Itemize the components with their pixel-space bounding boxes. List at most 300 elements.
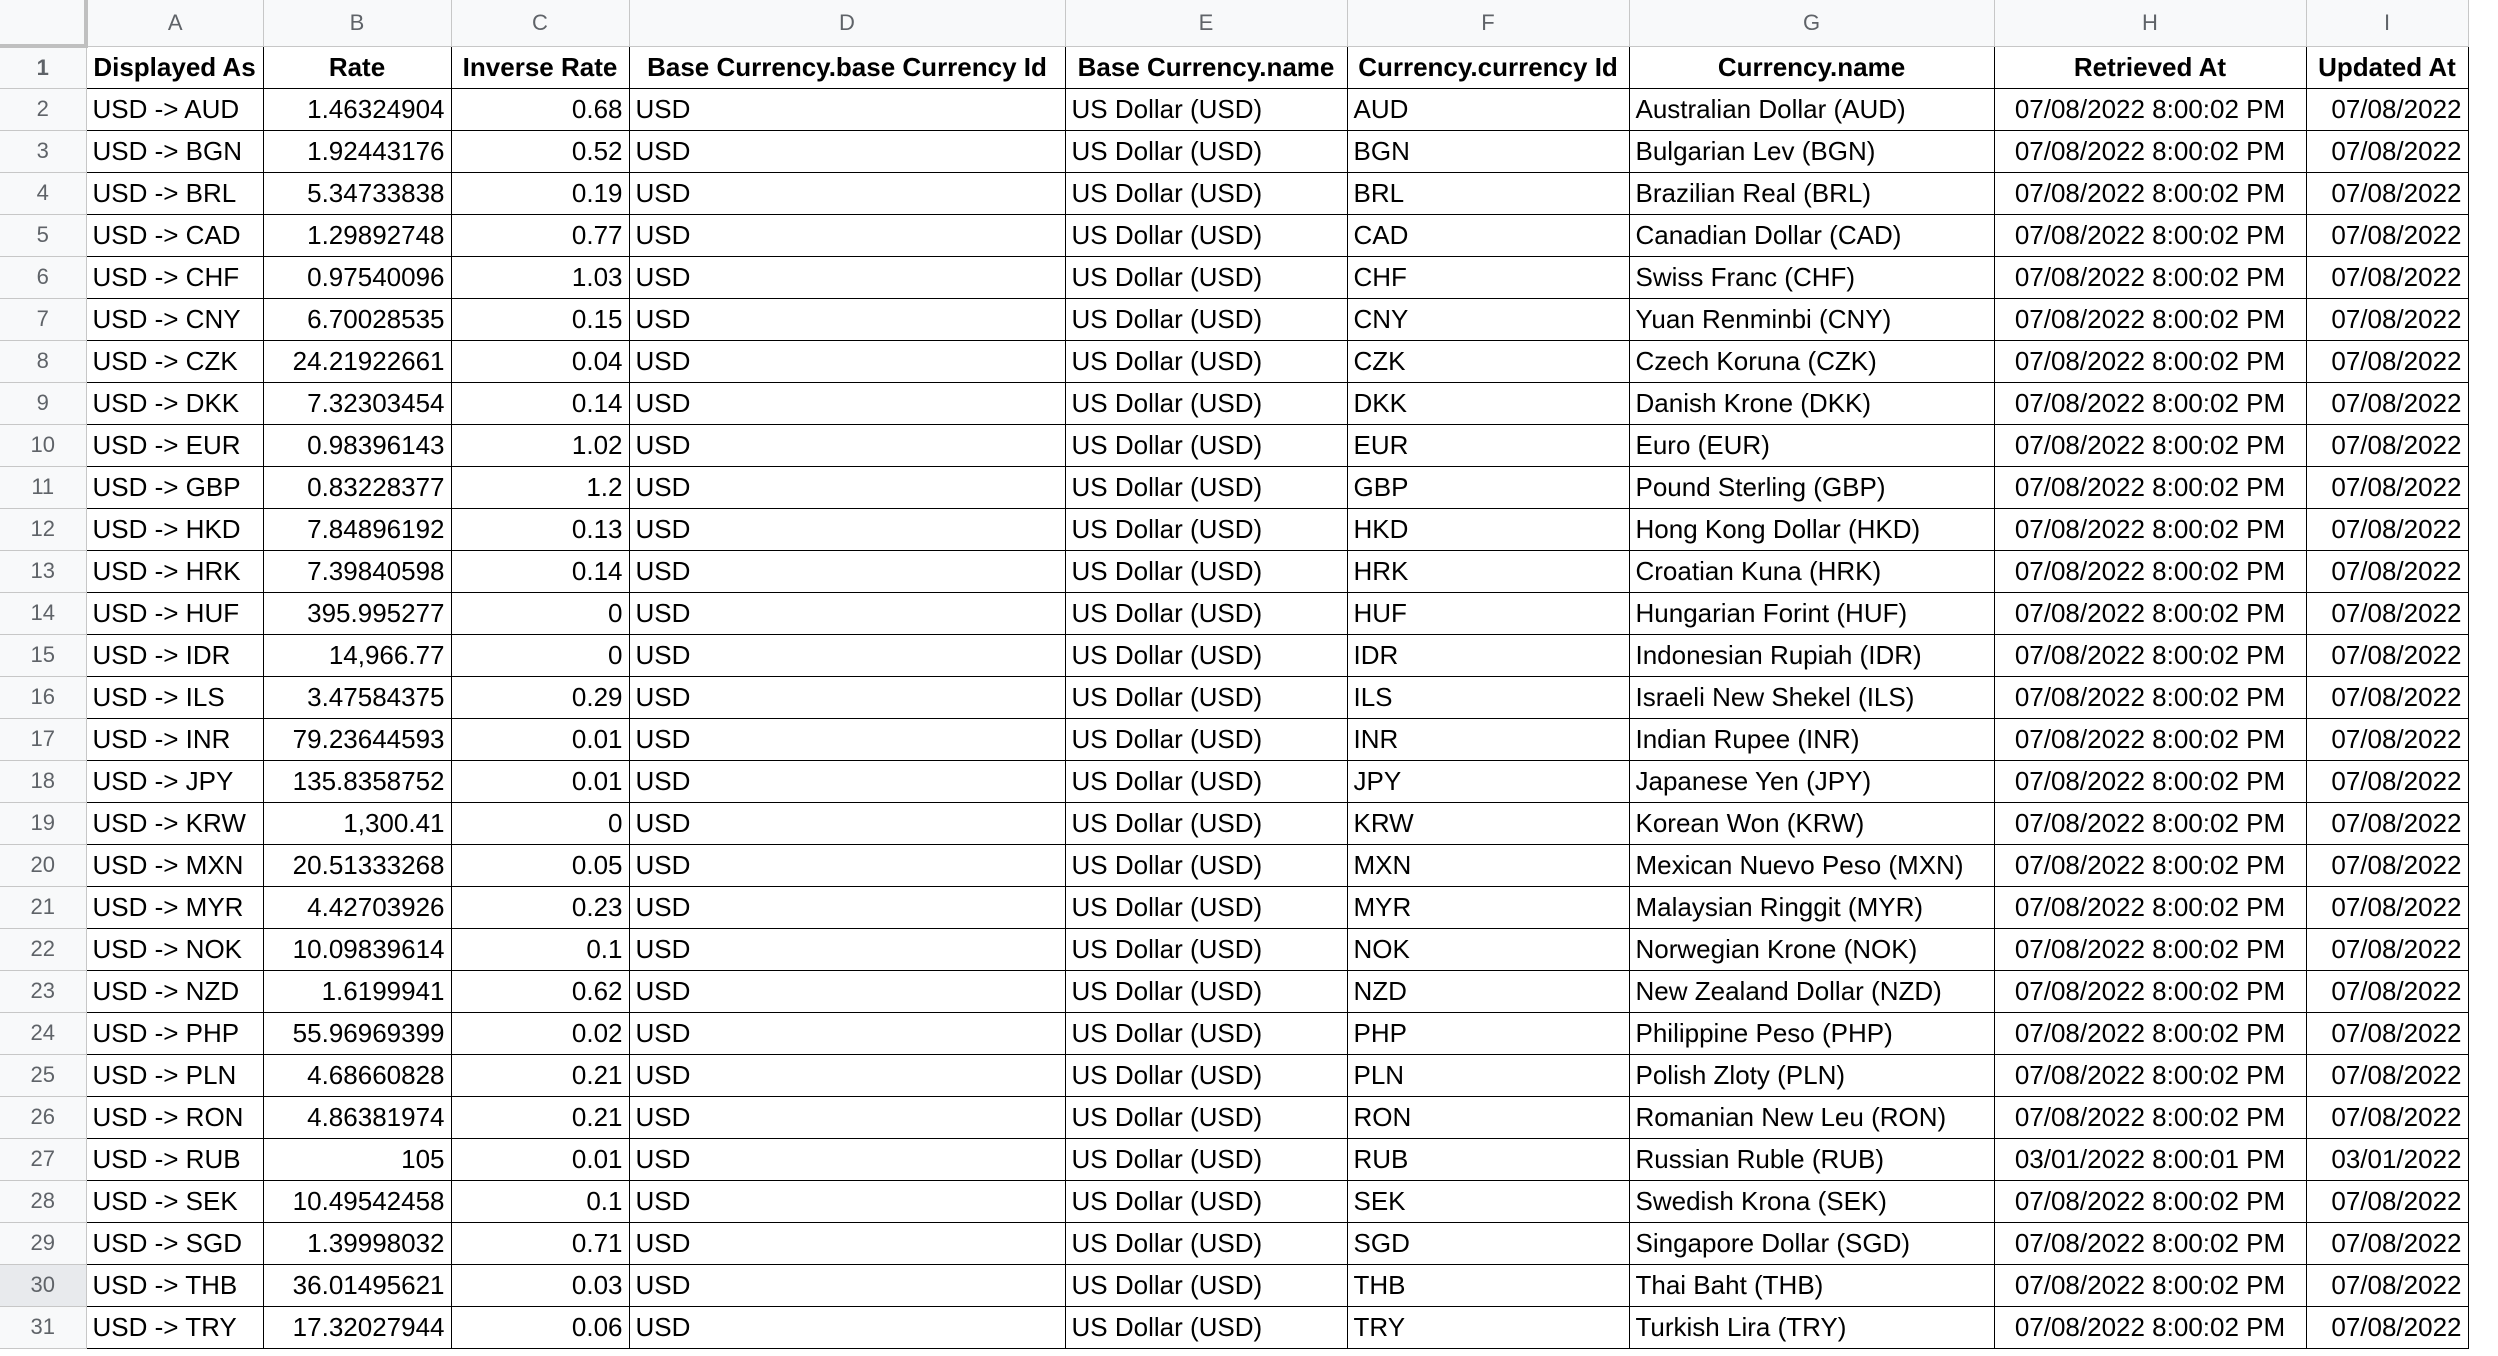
cell-updated-at[interactable]: 07/08/2022 (2306, 172, 2468, 214)
cell-base-currency-id[interactable]: USD (629, 1306, 1065, 1348)
cell-base-currency-name[interactable]: US Dollar (USD) (1065, 970, 1347, 1012)
cell-rate[interactable]: 36.01495621 (263, 1264, 451, 1306)
cell-currency-id[interactable]: NOK (1347, 928, 1629, 970)
row-number[interactable]: 1 (0, 46, 86, 88)
cell-retrieved-at[interactable]: 07/08/2022 8:00:02 PM (1994, 466, 2306, 508)
cell-currency-id[interactable]: RON (1347, 1096, 1629, 1138)
row-number[interactable]: 20 (0, 844, 86, 886)
cell-rate[interactable]: 395.995277 (263, 592, 451, 634)
cell-retrieved-at[interactable]: 07/08/2022 8:00:02 PM (1994, 886, 2306, 928)
cell-base-currency-name[interactable]: US Dollar (USD) (1065, 886, 1347, 928)
cell-base-currency-id[interactable]: USD (629, 718, 1065, 760)
cell-displayed-as[interactable]: USD -> MXN (86, 844, 263, 886)
cell-updated-at[interactable]: 07/08/2022 (2306, 592, 2468, 634)
cell-base-currency-name[interactable]: US Dollar (USD) (1065, 88, 1347, 130)
cell-inverse-rate[interactable]: 0.14 (451, 382, 629, 424)
cell-retrieved-at[interactable]: 07/08/2022 8:00:02 PM (1994, 1180, 2306, 1222)
cell-inverse-rate[interactable]: 0.06 (451, 1306, 629, 1348)
cell-base-currency-name[interactable]: US Dollar (USD) (1065, 1222, 1347, 1264)
cell-currency-id[interactable]: AUD (1347, 88, 1629, 130)
cell-retrieved-at[interactable]: 07/08/2022 8:00:02 PM (1994, 718, 2306, 760)
cell-base-currency-id[interactable]: USD (629, 1180, 1065, 1222)
cell-currency-name[interactable]: Indonesian Rupiah (IDR) (1629, 634, 1994, 676)
cell-updated-at[interactable]: 07/08/2022 (2306, 298, 2468, 340)
cell-displayed-as[interactable]: USD -> ILS (86, 676, 263, 718)
header-cell-rate[interactable]: Rate (263, 46, 451, 88)
column-header-a[interactable]: A (86, 0, 263, 46)
cell-currency-name[interactable]: Danish Krone (DKK) (1629, 382, 1994, 424)
cell-base-currency-id[interactable]: USD (629, 172, 1065, 214)
cell-currency-id[interactable]: JPY (1347, 760, 1629, 802)
column-header-c[interactable]: C (451, 0, 629, 46)
cell-rate[interactable]: 4.42703926 (263, 886, 451, 928)
cell-inverse-rate[interactable]: 0.04 (451, 340, 629, 382)
cell-updated-at[interactable]: 07/08/2022 (2306, 88, 2468, 130)
cell-retrieved-at[interactable]: 07/08/2022 8:00:02 PM (1994, 844, 2306, 886)
cell-rate[interactable]: 5.34733838 (263, 172, 451, 214)
cell-inverse-rate[interactable]: 0.21 (451, 1096, 629, 1138)
cell-base-currency-id[interactable]: USD (629, 340, 1065, 382)
row-number[interactable]: 4 (0, 172, 86, 214)
cell-rate[interactable]: 1.46324904 (263, 88, 451, 130)
cell-currency-id[interactable]: BGN (1347, 130, 1629, 172)
header-cell-base-currency-id[interactable]: Base Currency.base Currency Id (629, 46, 1065, 88)
header-cell-currency-name[interactable]: Currency.name (1629, 46, 1994, 88)
cell-retrieved-at[interactable]: 07/08/2022 8:00:02 PM (1994, 130, 2306, 172)
cell-currency-id[interactable]: THB (1347, 1264, 1629, 1306)
row-number[interactable]: 15 (0, 634, 86, 676)
cell-base-currency-id[interactable]: USD (629, 424, 1065, 466)
row-number[interactable]: 14 (0, 592, 86, 634)
cell-base-currency-name[interactable]: US Dollar (USD) (1065, 256, 1347, 298)
cell-currency-name[interactable]: Indian Rupee (INR) (1629, 718, 1994, 760)
cell-updated-at[interactable]: 07/08/2022 (2306, 214, 2468, 256)
cell-rate[interactable]: 1.29892748 (263, 214, 451, 256)
cell-currency-id[interactable]: CHF (1347, 256, 1629, 298)
cell-updated-at[interactable]: 03/01/2022 (2306, 1138, 2468, 1180)
cell-inverse-rate[interactable]: 0 (451, 634, 629, 676)
cell-rate[interactable]: 1,300.41 (263, 802, 451, 844)
cell-displayed-as[interactable]: USD -> CNY (86, 298, 263, 340)
cell-rate[interactable]: 105 (263, 1138, 451, 1180)
row-number[interactable]: 12 (0, 508, 86, 550)
cell-inverse-rate[interactable]: 0.1 (451, 1180, 629, 1222)
cell-base-currency-name[interactable]: US Dollar (USD) (1065, 382, 1347, 424)
cell-currency-name[interactable]: Pound Sterling (GBP) (1629, 466, 1994, 508)
cell-currency-id[interactable]: HKD (1347, 508, 1629, 550)
cell-inverse-rate[interactable]: 0.14 (451, 550, 629, 592)
header-cell-retrieved-at[interactable]: Retrieved At (1994, 46, 2306, 88)
row-number[interactable]: 18 (0, 760, 86, 802)
cell-currency-id[interactable]: PHP (1347, 1012, 1629, 1054)
row-number[interactable]: 28 (0, 1180, 86, 1222)
cell-inverse-rate[interactable]: 0.77 (451, 214, 629, 256)
cell-updated-at[interactable]: 07/08/2022 (2306, 844, 2468, 886)
cell-updated-at[interactable]: 07/08/2022 (2306, 928, 2468, 970)
cell-rate[interactable]: 4.68660828 (263, 1054, 451, 1096)
row-number[interactable]: 23 (0, 970, 86, 1012)
cell-updated-at[interactable]: 07/08/2022 (2306, 802, 2468, 844)
row-number[interactable]: 24 (0, 1012, 86, 1054)
cell-currency-id[interactable]: IDR (1347, 634, 1629, 676)
cell-updated-at[interactable]: 07/08/2022 (2306, 508, 2468, 550)
cell-currency-name[interactable]: Turkish Lira (TRY) (1629, 1306, 1994, 1348)
cell-displayed-as[interactable]: USD -> THB (86, 1264, 263, 1306)
row-number[interactable]: 11 (0, 466, 86, 508)
cell-displayed-as[interactable]: USD -> NOK (86, 928, 263, 970)
cell-inverse-rate[interactable]: 0.19 (451, 172, 629, 214)
cell-base-currency-name[interactable]: US Dollar (USD) (1065, 1264, 1347, 1306)
cell-inverse-rate[interactable]: 0.05 (451, 844, 629, 886)
cell-displayed-as[interactable]: USD -> TRY (86, 1306, 263, 1348)
cell-currency-name[interactable]: Korean Won (KRW) (1629, 802, 1994, 844)
cell-retrieved-at[interactable]: 03/01/2022 8:00:01 PM (1994, 1138, 2306, 1180)
cell-updated-at[interactable]: 07/08/2022 (2306, 676, 2468, 718)
row-number[interactable]: 7 (0, 298, 86, 340)
cell-currency-name[interactable]: Euro (EUR) (1629, 424, 1994, 466)
cell-displayed-as[interactable]: USD -> NZD (86, 970, 263, 1012)
cell-updated-at[interactable]: 07/08/2022 (2306, 1096, 2468, 1138)
header-cell-updated-at[interactable]: Updated At (2306, 46, 2468, 88)
cell-currency-id[interactable]: EUR (1347, 424, 1629, 466)
cell-base-currency-id[interactable]: USD (629, 214, 1065, 256)
cell-displayed-as[interactable]: USD -> HKD (86, 508, 263, 550)
cell-retrieved-at[interactable]: 07/08/2022 8:00:02 PM (1994, 1054, 2306, 1096)
cell-updated-at[interactable]: 07/08/2022 (2306, 340, 2468, 382)
cell-retrieved-at[interactable]: 07/08/2022 8:00:02 PM (1994, 88, 2306, 130)
cell-rate[interactable]: 24.21922661 (263, 340, 451, 382)
cell-displayed-as[interactable]: USD -> IDR (86, 634, 263, 676)
cell-currency-id[interactable]: HUF (1347, 592, 1629, 634)
row-number[interactable]: 22 (0, 928, 86, 970)
cell-currency-id[interactable]: MXN (1347, 844, 1629, 886)
cell-currency-name[interactable]: Singapore Dollar (SGD) (1629, 1222, 1994, 1264)
cell-base-currency-id[interactable]: USD (629, 130, 1065, 172)
cell-base-currency-id[interactable]: USD (629, 676, 1065, 718)
cell-retrieved-at[interactable]: 07/08/2022 8:00:02 PM (1994, 1264, 2306, 1306)
cell-inverse-rate[interactable]: 1.03 (451, 256, 629, 298)
cell-base-currency-id[interactable]: USD (629, 802, 1065, 844)
cell-displayed-as[interactable]: USD -> PLN (86, 1054, 263, 1096)
header-cell-inverse-rate[interactable]: Inverse Rate (451, 46, 629, 88)
cell-retrieved-at[interactable]: 07/08/2022 8:00:02 PM (1994, 340, 2306, 382)
cell-rate[interactable]: 20.51333268 (263, 844, 451, 886)
cell-displayed-as[interactable]: USD -> HRK (86, 550, 263, 592)
cell-currency-name[interactable]: New Zealand Dollar (NZD) (1629, 970, 1994, 1012)
cell-currency-name[interactable]: Japanese Yen (JPY) (1629, 760, 1994, 802)
cell-displayed-as[interactable]: USD -> INR (86, 718, 263, 760)
cell-updated-at[interactable]: 07/08/2022 (2306, 634, 2468, 676)
cell-base-currency-name[interactable]: US Dollar (USD) (1065, 466, 1347, 508)
cell-displayed-as[interactable]: USD -> SEK (86, 1180, 263, 1222)
column-header-d[interactable]: D (629, 0, 1065, 46)
cell-currency-id[interactable]: DKK (1347, 382, 1629, 424)
cell-displayed-as[interactable]: USD -> RUB (86, 1138, 263, 1180)
row-number[interactable]: 21 (0, 886, 86, 928)
cell-base-currency-id[interactable]: USD (629, 550, 1065, 592)
row-number[interactable]: 3 (0, 130, 86, 172)
cell-inverse-rate[interactable]: 0.03 (451, 1264, 629, 1306)
cell-rate[interactable]: 4.86381974 (263, 1096, 451, 1138)
cell-currency-name[interactable]: Malaysian Ringgit (MYR) (1629, 886, 1994, 928)
cell-displayed-as[interactable]: USD -> GBP (86, 466, 263, 508)
cell-base-currency-id[interactable]: USD (629, 760, 1065, 802)
row-number[interactable]: 8 (0, 340, 86, 382)
cell-base-currency-id[interactable]: USD (629, 298, 1065, 340)
cell-currency-id[interactable]: SGD (1347, 1222, 1629, 1264)
cell-base-currency-id[interactable]: USD (629, 634, 1065, 676)
cell-inverse-rate[interactable]: 0.21 (451, 1054, 629, 1096)
cell-inverse-rate[interactable]: 1.02 (451, 424, 629, 466)
cell-base-currency-id[interactable]: USD (629, 1012, 1065, 1054)
column-header-f[interactable]: F (1347, 0, 1629, 46)
row-number[interactable]: 19 (0, 802, 86, 844)
column-header-e[interactable]: E (1065, 0, 1347, 46)
cell-rate[interactable]: 17.32027944 (263, 1306, 451, 1348)
cell-base-currency-id[interactable]: USD (629, 928, 1065, 970)
cell-retrieved-at[interactable]: 07/08/2022 8:00:02 PM (1994, 592, 2306, 634)
cell-base-currency-id[interactable]: USD (629, 592, 1065, 634)
cell-displayed-as[interactable]: USD -> KRW (86, 802, 263, 844)
cell-currency-name[interactable]: Australian Dollar (AUD) (1629, 88, 1994, 130)
header-cell-currency-id[interactable]: Currency.currency Id (1347, 46, 1629, 88)
column-header-g[interactable]: G (1629, 0, 1994, 46)
cell-retrieved-at[interactable]: 07/08/2022 8:00:02 PM (1994, 1096, 2306, 1138)
cell-updated-at[interactable]: 07/08/2022 (2306, 1012, 2468, 1054)
cell-retrieved-at[interactable]: 07/08/2022 8:00:02 PM (1994, 1222, 2306, 1264)
cell-currency-name[interactable]: Mexican Nuevo Peso (MXN) (1629, 844, 1994, 886)
cell-currency-name[interactable]: Bulgarian Lev (BGN) (1629, 130, 1994, 172)
cell-updated-at[interactable]: 07/08/2022 (2306, 1180, 2468, 1222)
header-cell-base-currency-name[interactable]: Base Currency.name (1065, 46, 1347, 88)
column-header-h[interactable]: H (1994, 0, 2306, 46)
cell-currency-name[interactable]: Russian Ruble (RUB) (1629, 1138, 1994, 1180)
cell-displayed-as[interactable]: USD -> CAD (86, 214, 263, 256)
cell-base-currency-name[interactable]: US Dollar (USD) (1065, 676, 1347, 718)
row-number[interactable]: 2 (0, 88, 86, 130)
cell-base-currency-id[interactable]: USD (629, 1264, 1065, 1306)
cell-currency-name[interactable]: Swedish Krona (SEK) (1629, 1180, 1994, 1222)
cell-retrieved-at[interactable]: 07/08/2022 8:00:02 PM (1994, 970, 2306, 1012)
cell-base-currency-name[interactable]: US Dollar (USD) (1065, 718, 1347, 760)
cell-rate[interactable]: 1.6199941 (263, 970, 451, 1012)
cell-updated-at[interactable]: 07/08/2022 (2306, 424, 2468, 466)
cell-currency-name[interactable]: Romanian New Leu (RON) (1629, 1096, 1994, 1138)
cell-inverse-rate[interactable]: 1.2 (451, 466, 629, 508)
cell-retrieved-at[interactable]: 07/08/2022 8:00:02 PM (1994, 382, 2306, 424)
cell-base-currency-name[interactable]: US Dollar (USD) (1065, 298, 1347, 340)
cell-retrieved-at[interactable]: 07/08/2022 8:00:02 PM (1994, 298, 2306, 340)
cell-inverse-rate[interactable]: 0 (451, 592, 629, 634)
cell-base-currency-name[interactable]: US Dollar (USD) (1065, 1012, 1347, 1054)
cell-base-currency-id[interactable]: USD (629, 970, 1065, 1012)
cell-rate[interactable]: 14,966.77 (263, 634, 451, 676)
cell-displayed-as[interactable]: USD -> RON (86, 1096, 263, 1138)
header-cell-displayed-as[interactable]: Displayed As (86, 46, 263, 88)
cell-displayed-as[interactable]: USD -> CZK (86, 340, 263, 382)
cell-rate[interactable]: 0.83228377 (263, 466, 451, 508)
cell-currency-name[interactable]: Thai Baht (THB) (1629, 1264, 1994, 1306)
cell-displayed-as[interactable]: USD -> CHF (86, 256, 263, 298)
cell-retrieved-at[interactable]: 07/08/2022 8:00:02 PM (1994, 634, 2306, 676)
cell-retrieved-at[interactable]: 07/08/2022 8:00:02 PM (1994, 928, 2306, 970)
cell-rate[interactable]: 7.84896192 (263, 508, 451, 550)
cell-base-currency-name[interactable]: US Dollar (USD) (1065, 1054, 1347, 1096)
cell-currency-id[interactable]: INR (1347, 718, 1629, 760)
cell-currency-id[interactable]: ILS (1347, 676, 1629, 718)
cell-currency-id[interactable]: CAD (1347, 214, 1629, 256)
cell-rate[interactable]: 0.98396143 (263, 424, 451, 466)
cell-retrieved-at[interactable]: 07/08/2022 8:00:02 PM (1994, 760, 2306, 802)
cell-retrieved-at[interactable]: 07/08/2022 8:00:02 PM (1994, 802, 2306, 844)
cell-currency-name[interactable]: Canadian Dollar (CAD) (1629, 214, 1994, 256)
cell-base-currency-id[interactable]: USD (629, 1138, 1065, 1180)
row-number[interactable]: 31 (0, 1306, 86, 1348)
cell-updated-at[interactable]: 07/08/2022 (2306, 1222, 2468, 1264)
cell-currency-name[interactable]: Yuan Renminbi (CNY) (1629, 298, 1994, 340)
cell-inverse-rate[interactable]: 0.13 (451, 508, 629, 550)
column-header-b[interactable]: B (263, 0, 451, 46)
cell-displayed-as[interactable]: USD -> AUD (86, 88, 263, 130)
cell-base-currency-id[interactable]: USD (629, 256, 1065, 298)
cell-updated-at[interactable]: 07/08/2022 (2306, 1306, 2468, 1348)
cell-inverse-rate[interactable]: 0.1 (451, 928, 629, 970)
cell-currency-name[interactable]: Croatian Kuna (HRK) (1629, 550, 1994, 592)
cell-updated-at[interactable]: 07/08/2022 (2306, 1054, 2468, 1096)
row-number[interactable]: 16 (0, 676, 86, 718)
cell-currency-id[interactable]: BRL (1347, 172, 1629, 214)
row-number[interactable]: 9 (0, 382, 86, 424)
cell-inverse-rate[interactable]: 0.01 (451, 760, 629, 802)
cell-inverse-rate[interactable]: 0.52 (451, 130, 629, 172)
cell-retrieved-at[interactable]: 07/08/2022 8:00:02 PM (1994, 172, 2306, 214)
cell-base-currency-id[interactable]: USD (629, 1096, 1065, 1138)
cell-base-currency-name[interactable]: US Dollar (USD) (1065, 172, 1347, 214)
row-number[interactable]: 6 (0, 256, 86, 298)
cell-base-currency-name[interactable]: US Dollar (USD) (1065, 802, 1347, 844)
cell-currency-id[interactable]: SEK (1347, 1180, 1629, 1222)
cell-rate[interactable]: 55.96969399 (263, 1012, 451, 1054)
cell-currency-name[interactable]: Israeli New Shekel (ILS) (1629, 676, 1994, 718)
cell-base-currency-name[interactable]: US Dollar (USD) (1065, 130, 1347, 172)
cell-base-currency-name[interactable]: US Dollar (USD) (1065, 508, 1347, 550)
cell-rate[interactable]: 3.47584375 (263, 676, 451, 718)
cell-base-currency-name[interactable]: US Dollar (USD) (1065, 1138, 1347, 1180)
cell-base-currency-id[interactable]: USD (629, 382, 1065, 424)
cell-currency-name[interactable]: Polish Zloty (PLN) (1629, 1054, 1994, 1096)
cell-base-currency-name[interactable]: US Dollar (USD) (1065, 214, 1347, 256)
row-number[interactable]: 25 (0, 1054, 86, 1096)
cell-base-currency-name[interactable]: US Dollar (USD) (1065, 634, 1347, 676)
cell-currency-id[interactable]: CNY (1347, 298, 1629, 340)
select-all-corner[interactable] (0, 0, 86, 46)
cell-base-currency-name[interactable]: US Dollar (USD) (1065, 550, 1347, 592)
cell-rate[interactable]: 7.32303454 (263, 382, 451, 424)
cell-updated-at[interactable]: 07/08/2022 (2306, 760, 2468, 802)
cell-updated-at[interactable]: 07/08/2022 (2306, 970, 2468, 1012)
cell-updated-at[interactable]: 07/08/2022 (2306, 466, 2468, 508)
cell-inverse-rate[interactable]: 0.02 (451, 1012, 629, 1054)
cell-currency-id[interactable]: RUB (1347, 1138, 1629, 1180)
cell-currency-name[interactable]: Philippine Peso (PHP) (1629, 1012, 1994, 1054)
cell-updated-at[interactable]: 07/08/2022 (2306, 718, 2468, 760)
cell-base-currency-name[interactable]: US Dollar (USD) (1065, 592, 1347, 634)
cell-currency-id[interactable]: MYR (1347, 886, 1629, 928)
cell-rate[interactable]: 10.09839614 (263, 928, 451, 970)
cell-updated-at[interactable]: 07/08/2022 (2306, 886, 2468, 928)
cell-retrieved-at[interactable]: 07/08/2022 8:00:02 PM (1994, 256, 2306, 298)
cell-retrieved-at[interactable]: 07/08/2022 8:00:02 PM (1994, 424, 2306, 466)
cell-inverse-rate[interactable]: 0 (451, 802, 629, 844)
cell-base-currency-id[interactable]: USD (629, 886, 1065, 928)
cell-displayed-as[interactable]: USD -> SGD (86, 1222, 263, 1264)
cell-retrieved-at[interactable]: 07/08/2022 8:00:02 PM (1994, 1306, 2306, 1348)
cell-rate[interactable]: 135.8358752 (263, 760, 451, 802)
cell-base-currency-name[interactable]: US Dollar (USD) (1065, 928, 1347, 970)
cell-updated-at[interactable]: 07/08/2022 (2306, 550, 2468, 592)
cell-inverse-rate[interactable]: 0.71 (451, 1222, 629, 1264)
cell-rate[interactable]: 1.92443176 (263, 130, 451, 172)
cell-displayed-as[interactable]: USD -> BGN (86, 130, 263, 172)
cell-currency-id[interactable]: TRY (1347, 1306, 1629, 1348)
cell-rate[interactable]: 79.23644593 (263, 718, 451, 760)
row-number[interactable]: 30 (0, 1264, 86, 1306)
cell-retrieved-at[interactable]: 07/08/2022 8:00:02 PM (1994, 1012, 2306, 1054)
cell-base-currency-name[interactable]: US Dollar (USD) (1065, 1096, 1347, 1138)
cell-currency-id[interactable]: NZD (1347, 970, 1629, 1012)
cell-retrieved-at[interactable]: 07/08/2022 8:00:02 PM (1994, 508, 2306, 550)
cell-inverse-rate[interactable]: 0.29 (451, 676, 629, 718)
cell-retrieved-at[interactable]: 07/08/2022 8:00:02 PM (1994, 550, 2306, 592)
cell-updated-at[interactable]: 07/08/2022 (2306, 382, 2468, 424)
cell-base-currency-name[interactable]: US Dollar (USD) (1065, 1306, 1347, 1348)
cell-currency-id[interactable]: KRW (1347, 802, 1629, 844)
cell-inverse-rate[interactable]: 0.62 (451, 970, 629, 1012)
cell-updated-at[interactable]: 07/08/2022 (2306, 1264, 2468, 1306)
cell-base-currency-id[interactable]: USD (629, 88, 1065, 130)
cell-base-currency-name[interactable]: US Dollar (USD) (1065, 760, 1347, 802)
cell-rate[interactable]: 0.97540096 (263, 256, 451, 298)
cell-currency-name[interactable]: Swiss Franc (CHF) (1629, 256, 1994, 298)
cell-updated-at[interactable]: 07/08/2022 (2306, 130, 2468, 172)
cell-inverse-rate[interactable]: 0.01 (451, 718, 629, 760)
cell-currency-name[interactable]: Brazilian Real (BRL) (1629, 172, 1994, 214)
cell-inverse-rate[interactable]: 0.15 (451, 298, 629, 340)
cell-rate[interactable]: 10.49542458 (263, 1180, 451, 1222)
cell-displayed-as[interactable]: USD -> HUF (86, 592, 263, 634)
cell-base-currency-name[interactable]: US Dollar (USD) (1065, 844, 1347, 886)
cell-displayed-as[interactable]: USD -> EUR (86, 424, 263, 466)
row-number[interactable]: 10 (0, 424, 86, 466)
row-number[interactable]: 17 (0, 718, 86, 760)
cell-base-currency-id[interactable]: USD (629, 508, 1065, 550)
cell-displayed-as[interactable]: USD -> MYR (86, 886, 263, 928)
cell-displayed-as[interactable]: USD -> PHP (86, 1012, 263, 1054)
cell-currency-id[interactable]: CZK (1347, 340, 1629, 382)
cell-rate[interactable]: 1.39998032 (263, 1222, 451, 1264)
column-header-i[interactable]: I (2306, 0, 2468, 46)
cell-base-currency-id[interactable]: USD (629, 1222, 1065, 1264)
cell-base-currency-id[interactable]: USD (629, 844, 1065, 886)
cell-currency-name[interactable]: Hungarian Forint (HUF) (1629, 592, 1994, 634)
cell-base-currency-name[interactable]: US Dollar (USD) (1065, 1180, 1347, 1222)
cell-inverse-rate[interactable]: 0.23 (451, 886, 629, 928)
row-number[interactable]: 29 (0, 1222, 86, 1264)
cell-rate[interactable]: 6.70028535 (263, 298, 451, 340)
cell-inverse-rate[interactable]: 0.68 (451, 88, 629, 130)
cell-base-currency-name[interactable]: US Dollar (USD) (1065, 340, 1347, 382)
cell-displayed-as[interactable]: USD -> BRL (86, 172, 263, 214)
